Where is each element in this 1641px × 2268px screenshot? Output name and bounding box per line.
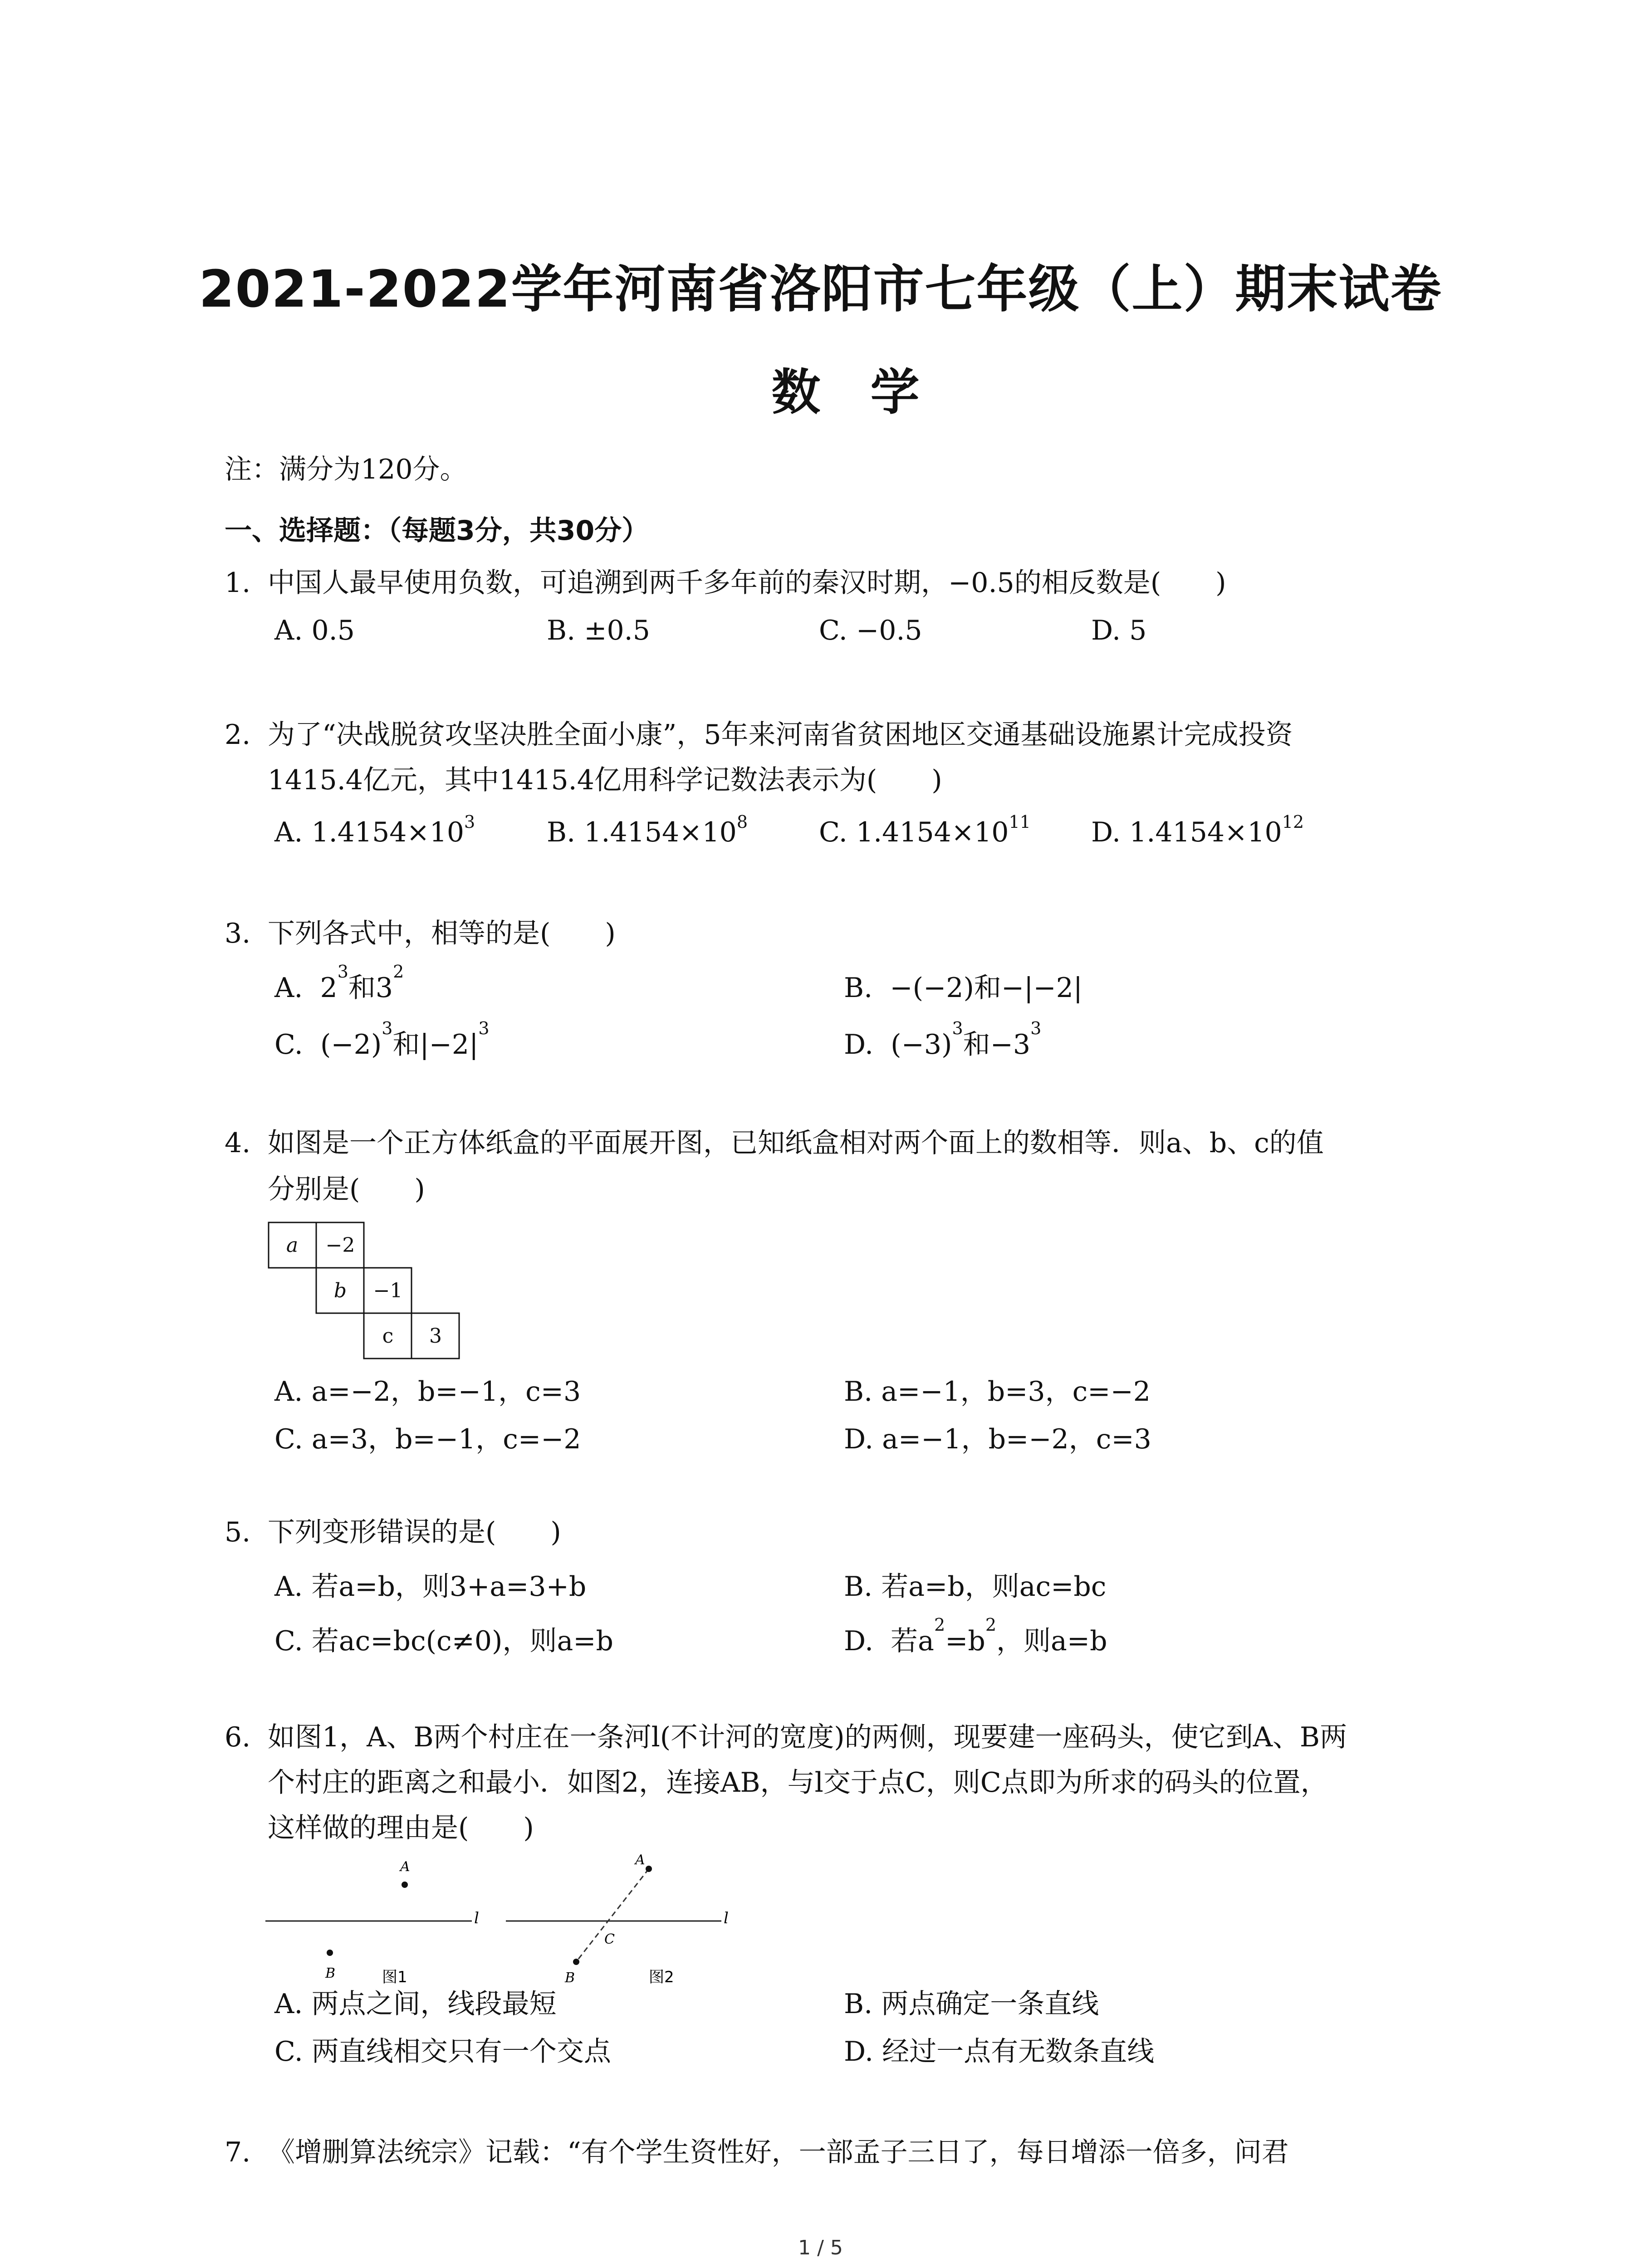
question-4-number: 4.: [225, 1127, 251, 1159]
question-4-line-2: 分别是( ): [268, 1173, 425, 1205]
question-1-option-a: A. 0.5: [274, 615, 355, 646]
question-6-line-3: 这样做的理由是( ): [268, 1812, 534, 1844]
question-3-number: 3.: [225, 918, 251, 949]
label-b-2: B: [565, 1970, 575, 1986]
subject-title: 数学: [771, 364, 970, 421]
question-6-option-c: C. 两直线相交只有一个交点: [274, 2036, 611, 2068]
question-5-option-a: A. 若a=b，则3+a=3+b: [274, 1571, 587, 1603]
question-5-number: 5.: [225, 1516, 251, 1548]
label-c: C: [604, 1931, 615, 1947]
page-number: 1 / 5: [798, 2236, 843, 2259]
question-5-text: 下列变形错误的是( ): [268, 1516, 561, 1548]
question-1-number: 1.: [225, 567, 251, 599]
question-6-number: 6.: [225, 1721, 251, 1753]
question-2-option-c: C. $1.4154\times 10^{11}$: [819, 812, 1031, 848]
question-5-option-c: C. 若ac=bc(c≠0)，则a=b: [274, 1625, 613, 1657]
label-b-1: B: [325, 1965, 336, 1981]
label-l-1: l: [474, 1909, 479, 1927]
question-4-option-c: C. a=3，b=−1，c=−2: [274, 1423, 581, 1455]
question-6-option-a: A. 两点之间，线段最短: [274, 1988, 557, 2020]
question-4-option-d: D. a=−1，b=−2，c=3: [844, 1423, 1151, 1455]
question-2-option-d: D. $1.4154\times 10^{12}$: [1091, 812, 1304, 848]
question-6-option-d: D. 经过一点有无数条直线: [844, 2036, 1155, 2068]
question-6-line-1: 如图1，A、B两个村庄在一条河l(不计河的宽度)的两侧，现要建一座码头，使它到A、B两: [268, 1721, 1347, 1753]
figure-2: [506, 1852, 729, 1986]
question-3-option-d: D. $(-3)^3$和$-3^3$: [844, 1018, 1042, 1061]
cube-net-figure: [263, 1218, 463, 1363]
cell-label-a: a: [286, 1234, 299, 1257]
question-2-number: 2.: [225, 719, 251, 751]
river-figure: [263, 1851, 744, 1991]
point-a-1: [402, 1882, 408, 1888]
label-a-2: A: [635, 1852, 645, 1868]
cell-label-b: b: [333, 1279, 347, 1302]
question-1-option-d: D. 5: [1091, 615, 1147, 646]
segment-ab: [576, 1869, 649, 1962]
figure-1: [265, 1859, 479, 1986]
question-4-option-a: A. a=−2，b=−1，c=3: [274, 1376, 581, 1408]
label-l-2: l: [724, 1909, 729, 1927]
question-2-line-1: 为了“决战脱贫攻坚决胜全面小康”，5年来河南省贫困地区交通基础设施累计完成投资: [268, 719, 1293, 751]
question-2-option-b: B. $1.4154\times 10^8$: [547, 812, 748, 848]
question-5-option-b: B. 若a=b，则ac=bc: [844, 1571, 1107, 1603]
question-3-option-c: C. $(-2)^3$和$|-2|^3$: [274, 1018, 490, 1061]
question-1-text: 中国人最早使用负数，可追溯到两千多年前的秦汉时期，−0.5的相反数是( ): [268, 567, 1226, 599]
cell-label-neg2: −2: [325, 1234, 355, 1257]
question-1-option-c: C. −0.5: [819, 615, 922, 646]
question-4-option-b: B. a=−1，b=3，c=−2: [844, 1376, 1151, 1408]
question-1-option-b: B. ±0.5: [547, 615, 650, 646]
page-title: 2021-2022学年河南省洛阳市七年级（上）期末试卷: [199, 260, 1442, 319]
cell-label-neg1: −1: [373, 1279, 403, 1302]
question-4-line-1: 如图是一个正方体纸盒的平面展开图，已知纸盒相对两个面上的数相等．则a、b、c的值: [268, 1127, 1324, 1159]
question-2-option-a: A. $1.4154\times 10^3$: [274, 812, 475, 848]
question-3-text: 下列各式中，相等的是( ): [268, 918, 616, 949]
question-5-option-d: D. 若$a^2=b^2$，则a=b: [844, 1615, 1107, 1657]
question-7-text: 《增删算法统宗》记载：“有个学生资性好，一部孟子三日了，每日增添一倍多，问君: [268, 2136, 1289, 2168]
cell-label-3: 3: [429, 1325, 442, 1348]
cell-label-c: c: [382, 1325, 394, 1348]
point-b-2: [573, 1959, 579, 1965]
section-heading: 一、选择题：（每题3分，共30分）: [225, 515, 649, 547]
point-b-1: [327, 1950, 333, 1956]
score-note: 注：满分为120分。: [225, 454, 467, 485]
question-6-option-b: B. 两点确定一条直线: [844, 1988, 1099, 2020]
figure-1-caption: 图1: [382, 1968, 407, 1986]
figure-2-caption: 图2: [649, 1968, 674, 1986]
point-a-2: [646, 1866, 652, 1872]
question-6-line-2: 个村庄的距离之和最小．如图2，连接AB，与l交于点C，则C点即为所求的码头的位置，: [268, 1767, 1328, 1799]
question-3-option-b: B. −(−2)和−|−2|: [844, 972, 1083, 1004]
question-3-option-a: A. $2^3$和$3^2$: [274, 962, 404, 1004]
question-7-number: 7.: [225, 2136, 251, 2168]
label-a-1: A: [400, 1859, 410, 1875]
question-2-line-2: 1415.4亿元，其中1415.4亿用科学记数法表示为( ): [268, 764, 942, 796]
